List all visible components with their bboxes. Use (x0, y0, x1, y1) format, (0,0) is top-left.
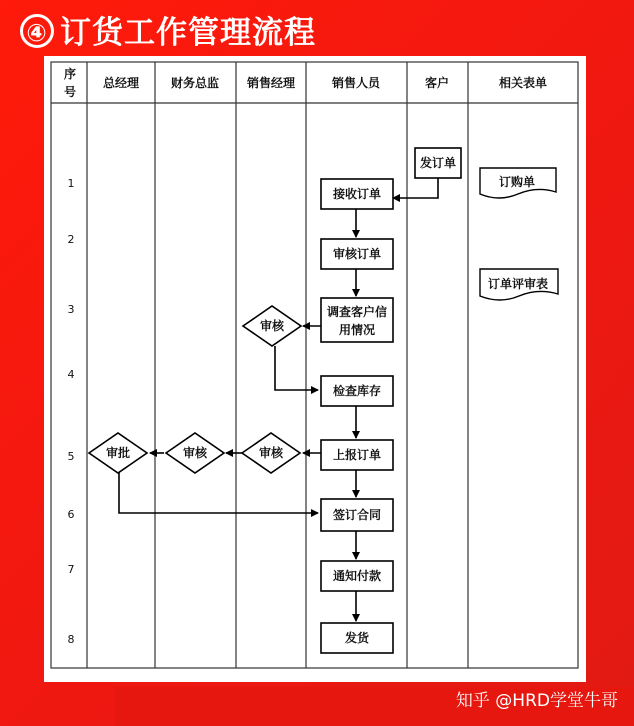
swimlane-table (51, 62, 578, 668)
row-number: 1 (67, 177, 75, 190)
row-number: 4 (67, 368, 75, 381)
header-customer: 客户 (424, 76, 450, 90)
receive-order-label: 接收订单 (332, 187, 382, 201)
row-number: 5 (67, 450, 75, 463)
sm-review-1-label: 审核 (259, 319, 285, 333)
row-number: 3 (67, 303, 75, 316)
sm-review-2-label: 审核 (258, 446, 284, 460)
header-forms: 相关表单 (498, 76, 548, 90)
gm-approve-label: 审批 (105, 446, 131, 460)
submit-order-label: 上报订单 (332, 448, 382, 462)
sign-contract-label: 签订合同 (332, 508, 382, 522)
flowchart-panel (44, 56, 586, 682)
page-title (20, 10, 316, 56)
credit-check-label-1: 调查客户信 (326, 305, 388, 319)
header-sales-manager: 销售经理 (246, 76, 296, 90)
finance-review-label: 审核 (182, 446, 208, 460)
title-text: 订货工作管理流程 (60, 15, 316, 51)
row-number: 6 (67, 508, 75, 521)
send-order-label: 发订单 (419, 156, 457, 170)
title-number: ④ (20, 14, 54, 48)
row-number: 8 (67, 633, 75, 646)
flowchart (44, 56, 586, 682)
header-gm: 总经理 (102, 76, 140, 90)
header-seq-1: 序 (64, 67, 77, 81)
purchase-order-label: 订购单 (498, 175, 536, 189)
header-sales-staff: 销售人员 (331, 76, 381, 90)
row-number: 2 (67, 233, 75, 246)
credit-check-label-2: 用情况 (338, 323, 376, 337)
ship-label: 发货 (344, 631, 370, 645)
header-finance: 财务总监 (170, 76, 220, 90)
header-seq-2: 号 (64, 85, 77, 99)
notify-payment-label: 通知付款 (332, 569, 382, 583)
check-stock-label: 检查库存 (332, 384, 382, 398)
order-review-form-label: 订单评审表 (487, 277, 549, 291)
row-number: 7 (67, 563, 75, 576)
review-order-label: 审核订单 (332, 247, 382, 261)
watermark: 知乎 @HRD学堂牛哥 (455, 691, 618, 711)
